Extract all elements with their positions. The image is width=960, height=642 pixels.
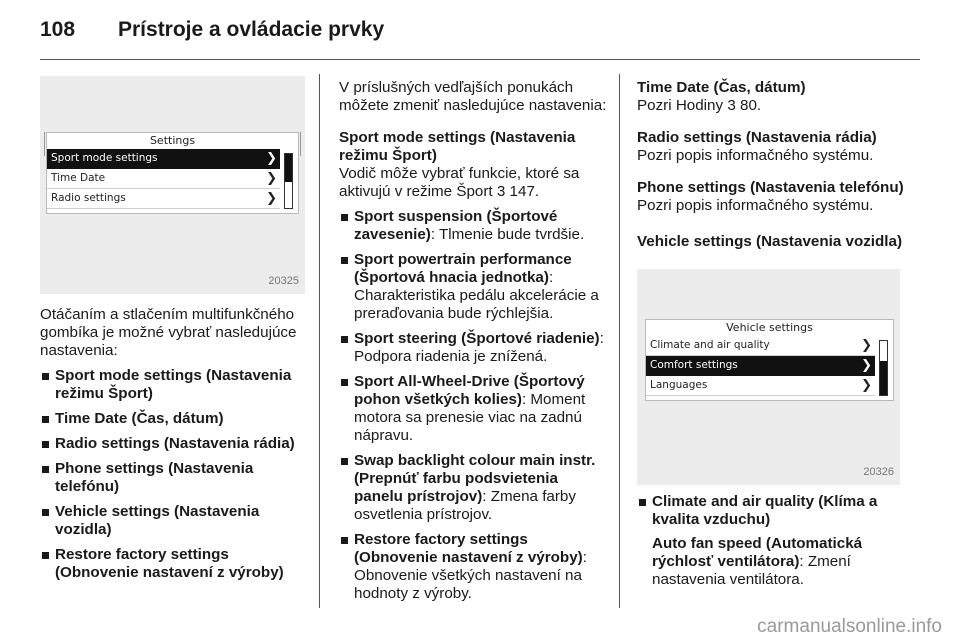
page-header: [40, 18, 384, 52]
chevron-right-icon: ❯: [266, 151, 277, 166]
option-label: Sport suspension (Športové zavesenie): [354, 208, 558, 243]
scrollbar-thumb[interactable]: [880, 361, 887, 395]
column-3: [637, 79, 905, 589]
sub-option-text: : Zmení nastavenia ventilátora.: [652, 553, 851, 588]
sub-option: [637, 535, 905, 589]
vehicle-options-list: [637, 493, 905, 529]
menu-item-languages[interactable]: [646, 376, 875, 396]
menu-item-label: Sport mode settings: [51, 152, 158, 164]
option-text: : Tlmenie bude tvrdšie.: [430, 226, 585, 243]
option-text: : Charakteristika pedálu akcelerácie a preraďovania bude rýchlejšia.: [354, 269, 599, 322]
menu-item-sport-mode[interactable]: [47, 149, 280, 169]
option-label: Sport steering (Športové riadenie): [354, 330, 600, 347]
page-number: 108: [40, 18, 76, 41]
figure-number: 20326: [863, 466, 894, 478]
phone-settings-text: Pozri popis informačného systému.: [637, 197, 874, 214]
screen-title: Vehicle settings: [726, 321, 813, 334]
chevron-right-icon: ❯: [861, 358, 872, 373]
menu-item-label: Time Date: [51, 172, 106, 184]
list-item: Vehicle settings (Nastavenia vozidla): [40, 503, 305, 539]
option-text: : Obnovenie všetkých nastavení na hodnoty z výroby.: [354, 549, 587, 602]
phone-settings-heading: Phone settings (Nastavenia telefónu): [637, 179, 904, 196]
sport-options-list: [339, 208, 607, 603]
list-item: [339, 330, 607, 366]
list-item: [339, 452, 607, 524]
option-label: Restore factory settings (Obnovenie nastavení z výroby): [354, 531, 583, 566]
page-ref-icon: 3: [727, 97, 736, 114]
menu-item-label: Radio settings: [51, 192, 126, 204]
list-item: Phone settings (Nastavenia telefónu): [40, 460, 305, 496]
figure-number: 20325: [268, 275, 299, 287]
option-label: Sport All-Wheel-Drive (Športový pohon všetkých kolies): [354, 373, 585, 408]
sub-option-label: Auto fan speed (Automatická rýchlosť ventilátora): [652, 535, 863, 570]
option-label: Sport powertrain performance (Športová hnacia jednotka): [354, 251, 572, 286]
list-item: [339, 208, 607, 244]
time-date-text: [637, 97, 905, 115]
option-text: : Zmena farby osvetlenia prístrojov.: [354, 488, 576, 523]
option-text: : Podpora riadenia je znížená.: [354, 330, 604, 365]
chevron-right-icon: ❯: [861, 338, 872, 353]
menu-item-label: Climate and air quality: [650, 339, 770, 351]
settings-screen-figure: [40, 76, 305, 294]
menu-item-time-date[interactable]: [47, 169, 280, 189]
screen-title: Settings: [149, 134, 196, 147]
col2-intro: V príslušných vedľajších ponukách môžete zmeniť nasledujúce nastavenia:: [339, 79, 607, 114]
sport-mode-heading: Sport mode settings (Nastavenia režimu Šport): [339, 129, 576, 164]
column-1: [40, 76, 305, 582]
chevron-right-icon: ❯: [861, 378, 872, 393]
sport-mode-text: [339, 165, 607, 201]
settings-menu-screen: [46, 132, 299, 214]
list-item: [339, 373, 607, 445]
list-item: [339, 531, 607, 603]
watermark: carmanualsonline.info: [757, 616, 942, 637]
menu-item-comfort[interactable]: [646, 356, 875, 376]
chevron-right-icon: ❯: [266, 171, 277, 186]
list-item: Time Date (Čas, dátum): [40, 410, 305, 428]
vehicle-settings-heading: Vehicle settings (Nastavenia vozidla): [637, 233, 903, 250]
page-ref: 147.: [509, 183, 540, 200]
col1-intro: Otáčaním a stlačením multifunkčného gombíka je možné vybrať nasledujúce nastavenia:: [40, 306, 297, 359]
menu-item-label: Comfort settings: [650, 359, 738, 371]
column-divider-2: [619, 74, 620, 608]
vehicle-settings-screen-figure: [637, 269, 900, 485]
column-divider-1: [319, 74, 320, 608]
list-item: Restore factory settings (Obnovenie nastavení z výroby): [40, 546, 305, 582]
radio-settings-text: Pozri popis informačného systému.: [637, 147, 874, 164]
page-ref: 80.: [740, 97, 762, 114]
time-date-desc: Pozri Hodiny: [637, 97, 724, 114]
radio-settings-heading: Radio settings (Nastavenia rádia): [637, 129, 877, 146]
header-rule: [40, 59, 920, 60]
vehicle-settings-menu-screen: [645, 319, 894, 401]
list-item: Climate and air quality (Klíma a kvalita vzduchu): [637, 493, 905, 529]
option-text: : Moment motora sa prenesie viac na zadnú nápravu.: [354, 391, 586, 444]
menu-scrollbar[interactable]: [284, 153, 293, 209]
column-2: [339, 79, 607, 603]
menu-scrollbar[interactable]: [879, 340, 888, 396]
chevron-right-icon: ❯: [266, 191, 277, 206]
menu-item-climate[interactable]: [646, 336, 875, 356]
settings-list: [40, 367, 305, 582]
scrollbar-thumb[interactable]: [285, 154, 292, 182]
option-label: Swap backlight colour main instr. (Prepnúť farbu podsvietenia panelu prístrojov): [354, 452, 596, 505]
list-item: [339, 251, 607, 323]
menu-item-label: Languages: [650, 379, 708, 391]
menu-item-radio-settings[interactable]: [47, 189, 280, 209]
page-title: Prístroje a ovládacie prvky: [118, 18, 385, 41]
time-date-heading: Time Date (Čas, dátum): [637, 79, 806, 96]
page-ref-icon: 3: [496, 183, 506, 200]
list-item: Radio settings (Nastavenia rádia): [40, 435, 305, 453]
list-item: Sport mode settings (Nastavenia režimu Šport): [40, 367, 305, 403]
sport-mode-desc: Vodič môže vybrať funkcie, ktoré sa aktivujú v režime Šport: [339, 165, 580, 200]
